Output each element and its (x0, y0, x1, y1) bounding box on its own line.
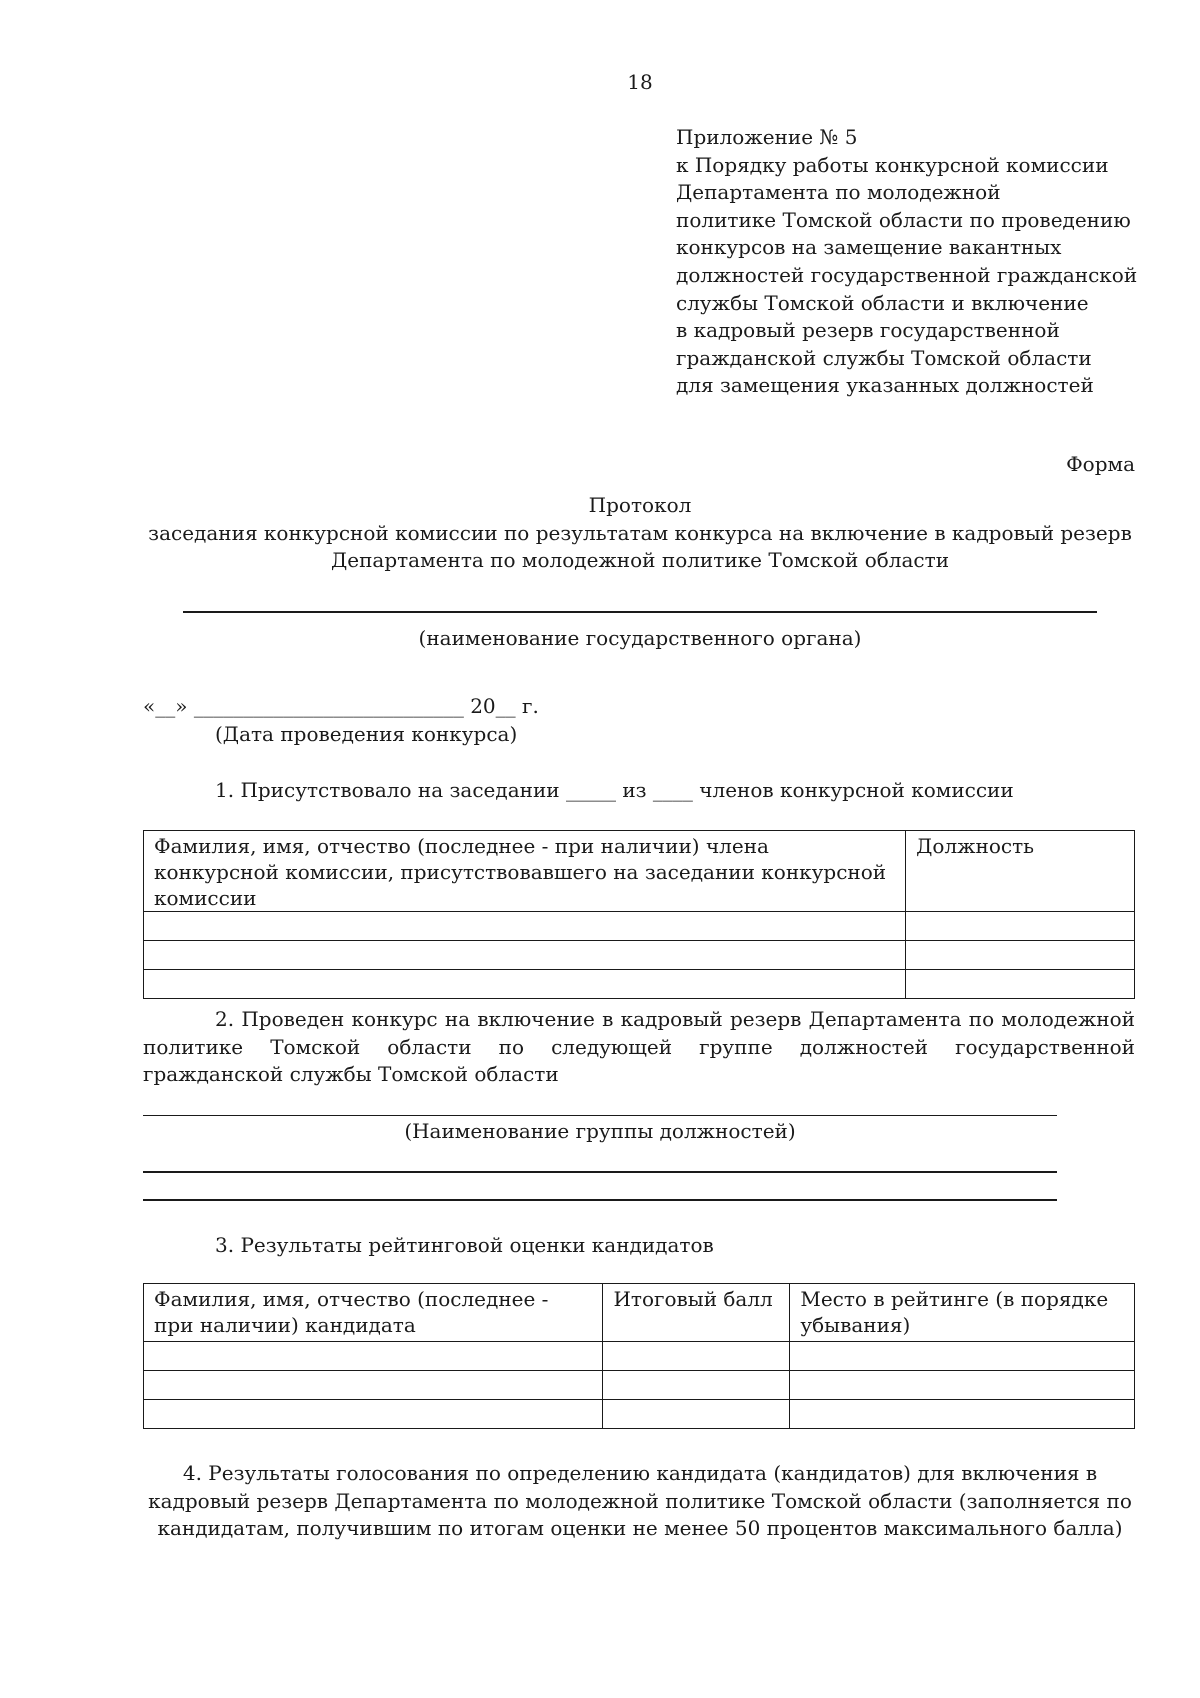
table-cell (144, 1371, 603, 1400)
appendix-line: конкурсов на замещение вакантных (676, 235, 1062, 260)
group-fill-line (143, 1115, 1057, 1116)
title-heading: Протокол (588, 493, 692, 517)
table-header-cell: Фамилия, имя, отчество (последнее - при наличии) кандидата (144, 1284, 603, 1342)
table-row (144, 1400, 1135, 1429)
table-header-cell: Фамилия, имя, отчество (последнее - при наличии) члена конкурсной комиссии, присутствовавшего на заседании конкурсной комиссии (144, 831, 906, 912)
title-line: Департамента по молодежной политике Томской области (330, 548, 950, 572)
group-fill-line (143, 1171, 1057, 1173)
org-caption: (наименование государственного органа) (418, 626, 862, 650)
page-number: 18 (627, 70, 653, 94)
members-table (143, 830, 1135, 999)
table-row (144, 970, 1135, 999)
table-row (144, 941, 1135, 970)
section-4-line: кандидатам, получившим по итогам оценки не менее 50 процентов максимального балла) (157, 1516, 1123, 1540)
section-3-text: 3. Результаты рейтинговой оценки кандидатов (215, 1233, 714, 1257)
form-label: Форма (1066, 452, 1135, 476)
table-header-row (144, 831, 1135, 912)
table-header-cell: Итоговый балл (603, 1284, 790, 1342)
table-row (144, 1342, 1135, 1371)
group-caption: (Наименование группы должностей) (404, 1119, 796, 1143)
section-4-line: 4. Результаты голосования по определению кандидата (кандидатов) для включения в (182, 1461, 1098, 1485)
appendix-line: в кадровый резерв государственной (676, 318, 1060, 343)
table-cell (144, 1400, 603, 1429)
table-header-cell: Должность (906, 831, 1135, 912)
table-row (144, 912, 1135, 941)
section-1-text: 1. Присутствовало на заседании _____ из ____ членов конкурсной комиссии (215, 778, 1014, 802)
table-cell (603, 1371, 790, 1400)
section-2-paragraph: 2. Проведен конкурс на включение в кадровый резерв Департамента по молодежной политике Томской области по следующей группе должностей государственной гражданской службы Томской области (143, 1007, 1135, 1086)
section-4-line: кадровый резерв Департамента по молодежной политике Томской области (заполняется по (148, 1488, 1132, 1513)
group-fill-line (143, 1199, 1057, 1201)
table-cell (790, 1342, 1135, 1371)
table-row (144, 1371, 1135, 1400)
table-cell (603, 1342, 790, 1371)
appendix-line: службы Томской области и включение (676, 290, 1089, 315)
appendix-line: к Порядку работы конкурсной комиссии (676, 152, 1109, 177)
appendix-line: Департамента по молодежной (676, 180, 1001, 205)
table-header-row (144, 1284, 1135, 1342)
table-cell (144, 1342, 603, 1371)
table-cell (906, 941, 1135, 970)
table-cell (906, 970, 1135, 999)
document-title (140, 492, 1140, 575)
section-4-text (140, 1460, 1140, 1543)
table-cell (144, 912, 906, 941)
table-cell (144, 941, 906, 970)
date-line: «__» ___________________________ 20__ г. (143, 694, 539, 718)
appendix-line: гражданской службы Томской области (676, 345, 1092, 370)
table-cell (790, 1400, 1135, 1429)
date-caption: (Дата проведения конкурса) (215, 722, 518, 746)
org-name-fill-line (183, 611, 1097, 613)
table-cell (144, 970, 906, 999)
appendix-line: для замещения указанных должностей (676, 373, 1094, 398)
rating-table (143, 1283, 1135, 1429)
title-line: заседания конкурсной комиссии по результатам конкурса на включение в кадровый резерв (148, 520, 1132, 545)
section-2-text (143, 1006, 1135, 1089)
appendix-line: Приложение № 5 (676, 125, 858, 149)
table-cell (906, 912, 1135, 941)
appendix-line: должностей государственной гражданской (676, 262, 1138, 287)
table-header-cell: Место в рейтинге (в порядке убывания) (790, 1284, 1135, 1342)
table-cell (790, 1371, 1135, 1400)
table-cell (603, 1400, 790, 1429)
appendix-line: политике Томской области по проведению (676, 207, 1131, 232)
appendix-block (676, 124, 1156, 400)
